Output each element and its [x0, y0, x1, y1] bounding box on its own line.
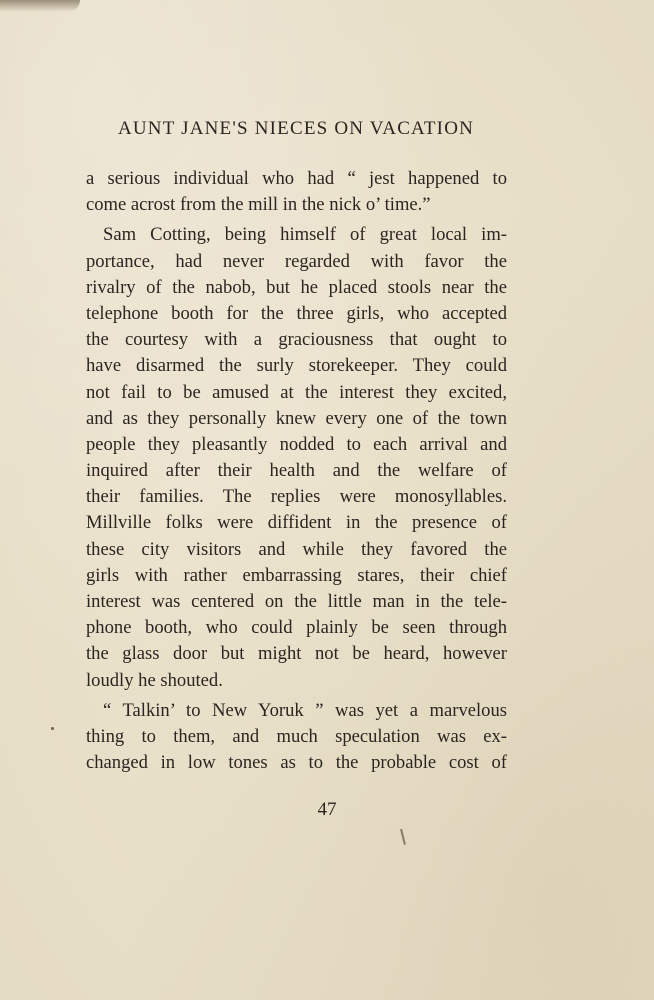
text-line: their families. The replies were monosyllables.: [86, 486, 507, 508]
text-line: these city visitors and while they favored the: [86, 538, 507, 560]
text-line: the courtesy with a graciousness that ought to: [86, 329, 507, 351]
text-line: telephone booth for the three girls, who accepted: [86, 302, 507, 324]
text-line: Sam Cotting, being himself of great local im-: [103, 224, 507, 246]
ink-speck: [51, 727, 54, 730]
text-line: portance, had never regarded with favor the: [86, 250, 507, 272]
text-line: loudly he shouted.: [86, 669, 223, 691]
text-line: phone booth, who could plainly be seen through: [86, 617, 507, 639]
page-number: 47: [317, 799, 337, 820]
text-line: the glass door but might not be heard, however: [86, 643, 507, 665]
running-head: AUNT JANE'S NIECES ON VACATION: [117, 118, 475, 139]
text-line: girls with rather embarrassing stares, their chief: [86, 564, 507, 586]
text-line: a serious individual who had “ jest happened to: [86, 168, 507, 189]
text-line: inquired after their health and the welfare of: [86, 460, 507, 482]
text-line: have disarmed the surly storekeeper. They could: [86, 355, 507, 377]
text-line: changed in low tones as to the probable cost of: [86, 752, 507, 774]
text-line: interest was centered on the little man in the tele-: [86, 591, 507, 612]
text-line: and as they personally knew every one of the town: [86, 407, 507, 429]
text-line: thing to them, and much speculation was ex-: [86, 725, 507, 747]
text-line: come acrost from the mill in the nick o’ time.”: [86, 194, 431, 216]
page-corner-shadow: [0, 0, 80, 12]
text-line: rivalry of the nabob, but he placed stools near the: [86, 276, 507, 298]
text-line: not fail to be amused at the interest they excited,: [86, 381, 507, 403]
text-line: “ Talkin’ to New Yoruk ” was yet a marvelous: [103, 699, 507, 721]
body-text: [86, 166, 507, 776]
ink-mark: [400, 829, 405, 845]
text-line: people they pleasantly nodded to each arrival and: [86, 433, 507, 455]
text-line: Millville folks were diffident in the presence of: [86, 512, 507, 534]
